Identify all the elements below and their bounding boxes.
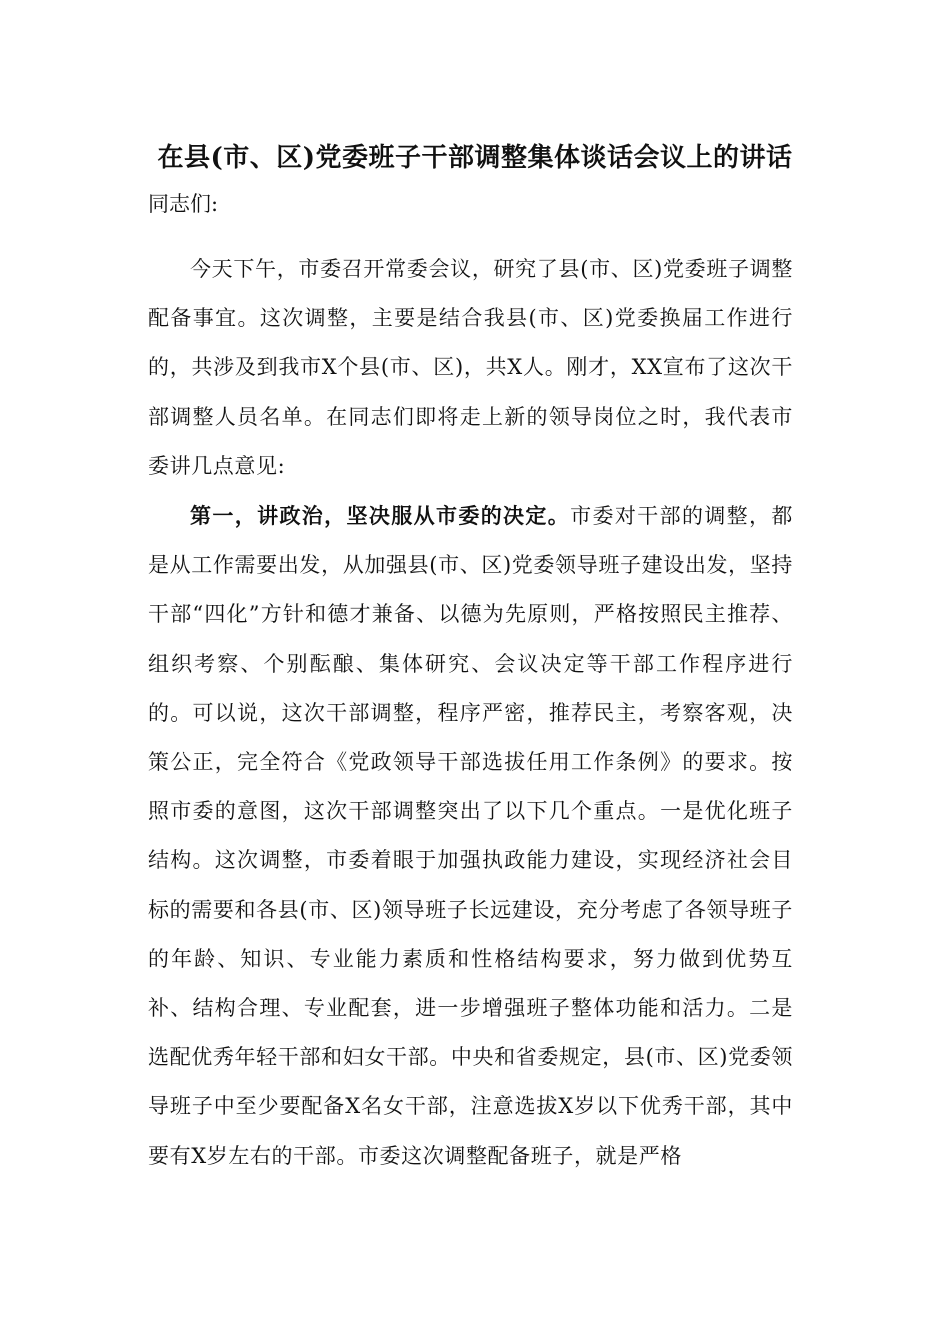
speech-body xyxy=(148,245,793,1181)
paragraph-first-point xyxy=(148,491,793,1181)
paragraph-intro xyxy=(148,245,793,491)
page-title: 在县(市、区)党委班子干部调整集体谈话会议上的讲话 xyxy=(157,143,793,173)
paragraph-first-point-text: 市委对干部的调整，都是从工作需要出发，从加强县(市、区)党委领导班子建设出发，坚持干部“四化”方针和德才兼备、以德为先原则，严格按照民主推荐、组织考察、个别酝酿、集体研究、会议决定等干部工作程序进行的。可以说，这次干部调整，程序严密，推荐民主，考察客观，决策公正，完全符合《党政领导干部选拔任用工作条例》的要求。按照市委的意图，这次干部调整突出了以下几个重点。一是优化班子结构。这次调整，市委着眼于加强执政能力建设，实现经济社会目标的需要和各县(市、区)领导班子长远建设，充分考虑了各领导班子的年龄、知识、专业能力素质和性格结构要求，努力做到优势互补、结构合理、专业配套，进一步增强班子整体功能和活力。二是选配优秀年轻干部和妇女干部。中央和省委规定，县(市、区)党委领导班子中至少要配备X名女干部，注意选拔X岁以下优秀干部，其中要有X岁左右的干部。市委这次调整配备班子，就是严格 xyxy=(148,504,794,1168)
paragraph-intro-text: 今天下午，市委召开常委会议，研究了县(市、区)党委班子调整配备事宜。这次调整，主要是结合我县(市、区)党委换届工作进行的，共涉及到我市X个县(市、区)，共X人。刚才，XX宣布了这次干部调整人员名单。在同志们即将走上新的领导岗位之时，我代表市委讲几点意见: xyxy=(148,257,793,478)
paragraph-heading-first-point: 第一，讲政治，坚决服从市委的决定。 xyxy=(190,503,571,529)
salutation: 同志们: xyxy=(148,192,219,216)
